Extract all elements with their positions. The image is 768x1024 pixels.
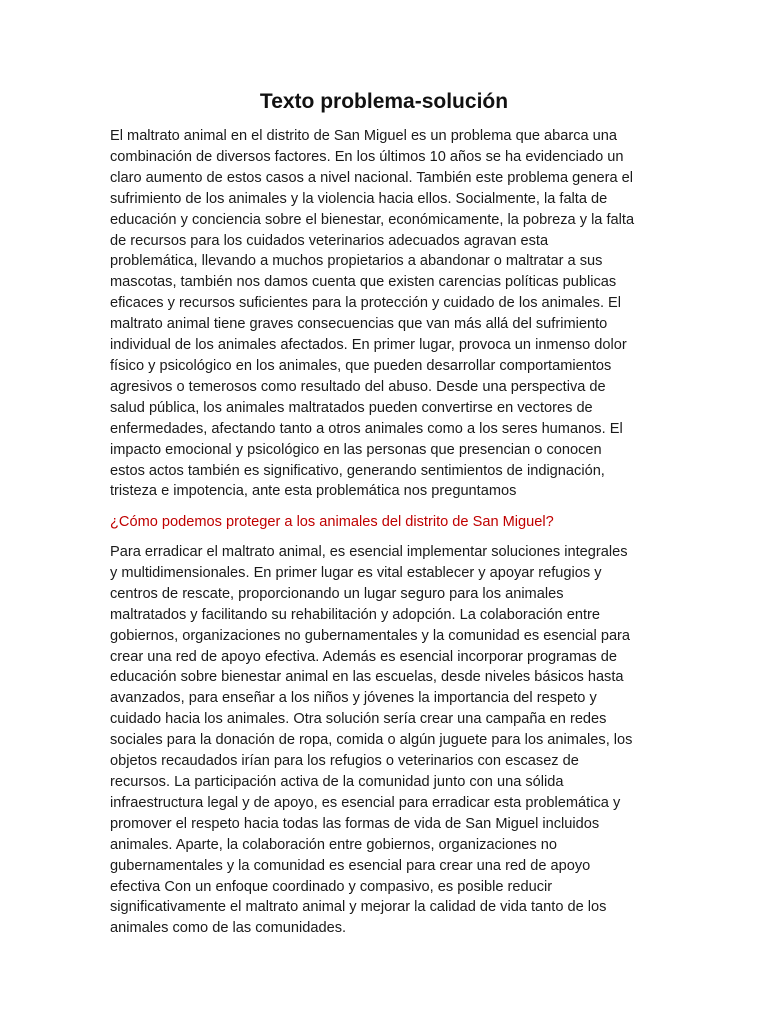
text-line: gobiernos, organizaciones no gubernamentales y la comunidad es esencial para (110, 627, 631, 644)
text-line: sufrimiento de los animales y la violencia hacia ellos. Socialmente, la falta de (110, 190, 608, 207)
text-line: impacto emocional y psicológico en las personas que presencian o conocen (110, 441, 602, 458)
text-line: físico y psicológico en los animales, que pueden desarrollar comportamientos (110, 357, 612, 374)
text-line: individual de los animales afectados. En primer lugar, provoca un inmenso dolor (110, 337, 627, 354)
text-line: centros de rescate, proporcionando un lugar seguro para los animales (110, 585, 564, 602)
text-line: Para erradicar el maltrato animal, es esencial implementar soluciones integrales (110, 544, 628, 560)
text-line: gubernamentales y la comunidad es esencial para crear una red de apoyo (110, 857, 591, 874)
text-line: educación sobre bienestar animal en las escuelas, desde niveles básicos hasta (110, 669, 624, 686)
text-line: mascotas, también nos damos cuenta que existen carencias políticas publicas (110, 274, 617, 291)
text-line: salud pública, los animales maltratados pueden convertirse en vectores de (110, 399, 593, 416)
text-line: recursos. La participación activa de la comunidad junto con una sólida (110, 773, 564, 790)
text-line: educación y conciencia sobre el bienestar, económicamente, la pobreza y la falta (110, 211, 635, 228)
paragraph-solution (110, 542, 655, 939)
text-line: claro aumento de estos casos a nivel nacional. También este problema genera el (110, 169, 633, 186)
text-line: animales como de las comunidades. (110, 920, 347, 937)
text-line: animales. Aparte, la colaboración entre gobiernos, organizaciones no (110, 836, 558, 853)
document-title: Texto problema-solución (259, 90, 509, 113)
text-line: cuidado hacia los animales. Otra solución sería crear una campaña en redes (110, 711, 607, 728)
text-line: significativamente el maltrato animal y mejorar la calidad de vida tanto de los (110, 899, 607, 916)
text-line: promover el respeto hacia todas las formas de vida de San Miguel incluidos (110, 815, 600, 832)
text-line: enfermedades, afectando tanto a otros animales como a los seres humanos. El (110, 420, 623, 437)
text-line: maltratados y facilitando su rehabilitación y adopción. La colaboración entre (110, 606, 600, 623)
paragraph-problem (110, 126, 655, 502)
text-line: efectiva Con un enfoque coordinado y compasivo, es posible reducir (110, 878, 553, 895)
text-line: maltrato animal tiene graves consecuencias que van más allá del sufrimiento (110, 316, 608, 333)
text-line: problemática, llevando a muchos propietarios a abandonar o maltratar a sus (110, 253, 603, 270)
text-line: y multidimensionales. En primer lugar es vital establecer y apoyar refugios y (110, 564, 602, 581)
text-line: objetos recaudados irían para los refugios o veterinarios con escasez de (110, 753, 579, 770)
text-line: tristeza e impotencia, ante esta problemática nos preguntamos (110, 483, 517, 500)
text-line: eficaces y recursos suficientes para la protección y cuidado de los animales. El (110, 295, 622, 312)
text-line: de recursos para los cuidados veterinarios adecuados agravan esta (110, 232, 549, 249)
text-line: crear una red de apoyo efectiva. Además es esencial incorporar programas de (110, 648, 618, 665)
question-line: ¿Cómo podemos proteger a los animales del distrito de San Miguel? (110, 514, 554, 530)
text-line: infraestructura legal y de apoyo, es esencial para erradicar esta problemática y (110, 794, 621, 811)
text-line: estos actos también es significativo, generando sentimientos de indignación, (110, 462, 605, 479)
text-line: El maltrato animal en el distrito de San Miguel es un problema que abarca una (110, 128, 618, 144)
text-line: avanzados, para enseñar a los niños y jóvenes la importancia del respeto y (110, 690, 597, 707)
text-line: sociales para la donación de ropa, comida o algún juguete para los animales, los (110, 732, 633, 749)
text-line: agresivos o temerosos como resultado del abuso. Desde una perspectiva de (110, 378, 606, 395)
text-line: combinación de diversos factores. En los últimos 10 años se ha evidenciado un (110, 148, 624, 165)
